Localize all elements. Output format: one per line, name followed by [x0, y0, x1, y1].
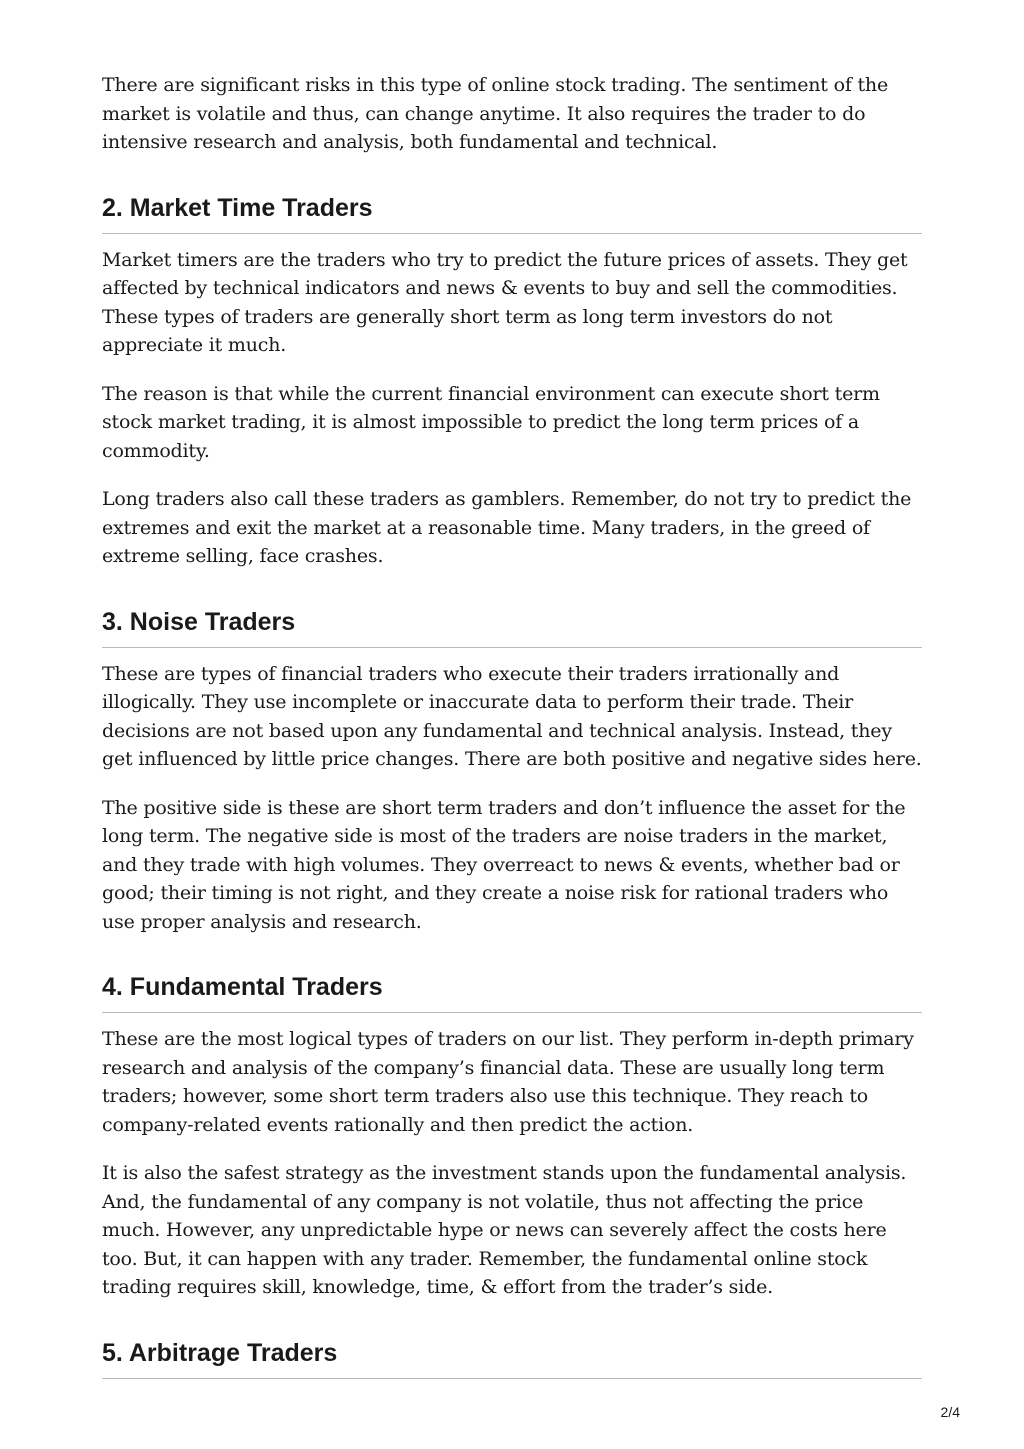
section-heading: 5. Arbitrage Traders	[102, 1338, 922, 1379]
body-paragraph: These are types of financial traders who execute their traders irrationally and illogically. They use incomplete or inaccurate data to perform their trade. Their decisions are not based upon any fundamental and technical analysis. Instead, they get influenced by little price changes. There are both positive and negative sides here.	[102, 662, 922, 770]
section-heading: 4. Fundamental Traders	[102, 972, 922, 1013]
body-paragraph: The positive side is these are short term traders and don’t influence the asset for the long term. The negative side is most of the traders are noise traders in the market, and they trade with high volumes. They overreact to news & events, whether bad or good; their timing is not right, and they create a noise risk for rational traders who use proper analysis and research.	[102, 796, 906, 933]
body-paragraph: Market timers are the traders who try to predict the future prices of assets. They get affected by technical indicators and news & events to buy and sell the commodities. These types of traders are generally short term as long term investors do not appreciate it much.	[102, 248, 908, 356]
section-heading: 3. Noise Traders	[102, 607, 922, 648]
section-noise-traders	[102, 607, 922, 937]
intro-paragraph: There are significant risks in this type of online stock trading. The sentiment of the market is volatile and thus, can change anytime. It also requires the trader to do intensive research and analysis, both fundamental and technical.	[102, 74, 889, 153]
body-paragraph: It is also the safest strategy as the investment stands upon the fundamental analysis. And, the fundamental of any company is not volatile, thus not affecting the price much. However, any unpredictable hype or news can severely affect the costs here too. But, it can happen with any trader. Remember, the fundamental online stock trading requires skill, knowledge, time, & effort from the trader’s side.	[102, 1162, 907, 1298]
section-market-time-traders	[102, 193, 922, 571]
body-paragraph: These are the most logical types of traders on our list. They perform in-depth primary research and analysis of the company’s financial data. These are usually long term traders; however, some short term traders also use this technique. They reach to company-related events rationally and then predict the action.	[102, 1028, 914, 1136]
body-paragraph: Long traders also call these traders as gamblers. Remember, do not try to predict the extremes and exit the market at a reasonable time. Many traders, in the greed of extreme selling, face crashes.	[102, 488, 912, 567]
section-heading: 2. Market Time Traders	[102, 193, 922, 234]
body-paragraph: The reason is that while the current financial environment can execute short term stock market trading, it is almost impossible to predict the long term prices of a commodity.	[102, 382, 880, 462]
section-fundamental-traders	[102, 972, 922, 1302]
page-number: 2/4	[940, 1404, 960, 1420]
document-page	[102, 71, 922, 1391]
section-arbitrage-traders	[102, 1338, 922, 1379]
